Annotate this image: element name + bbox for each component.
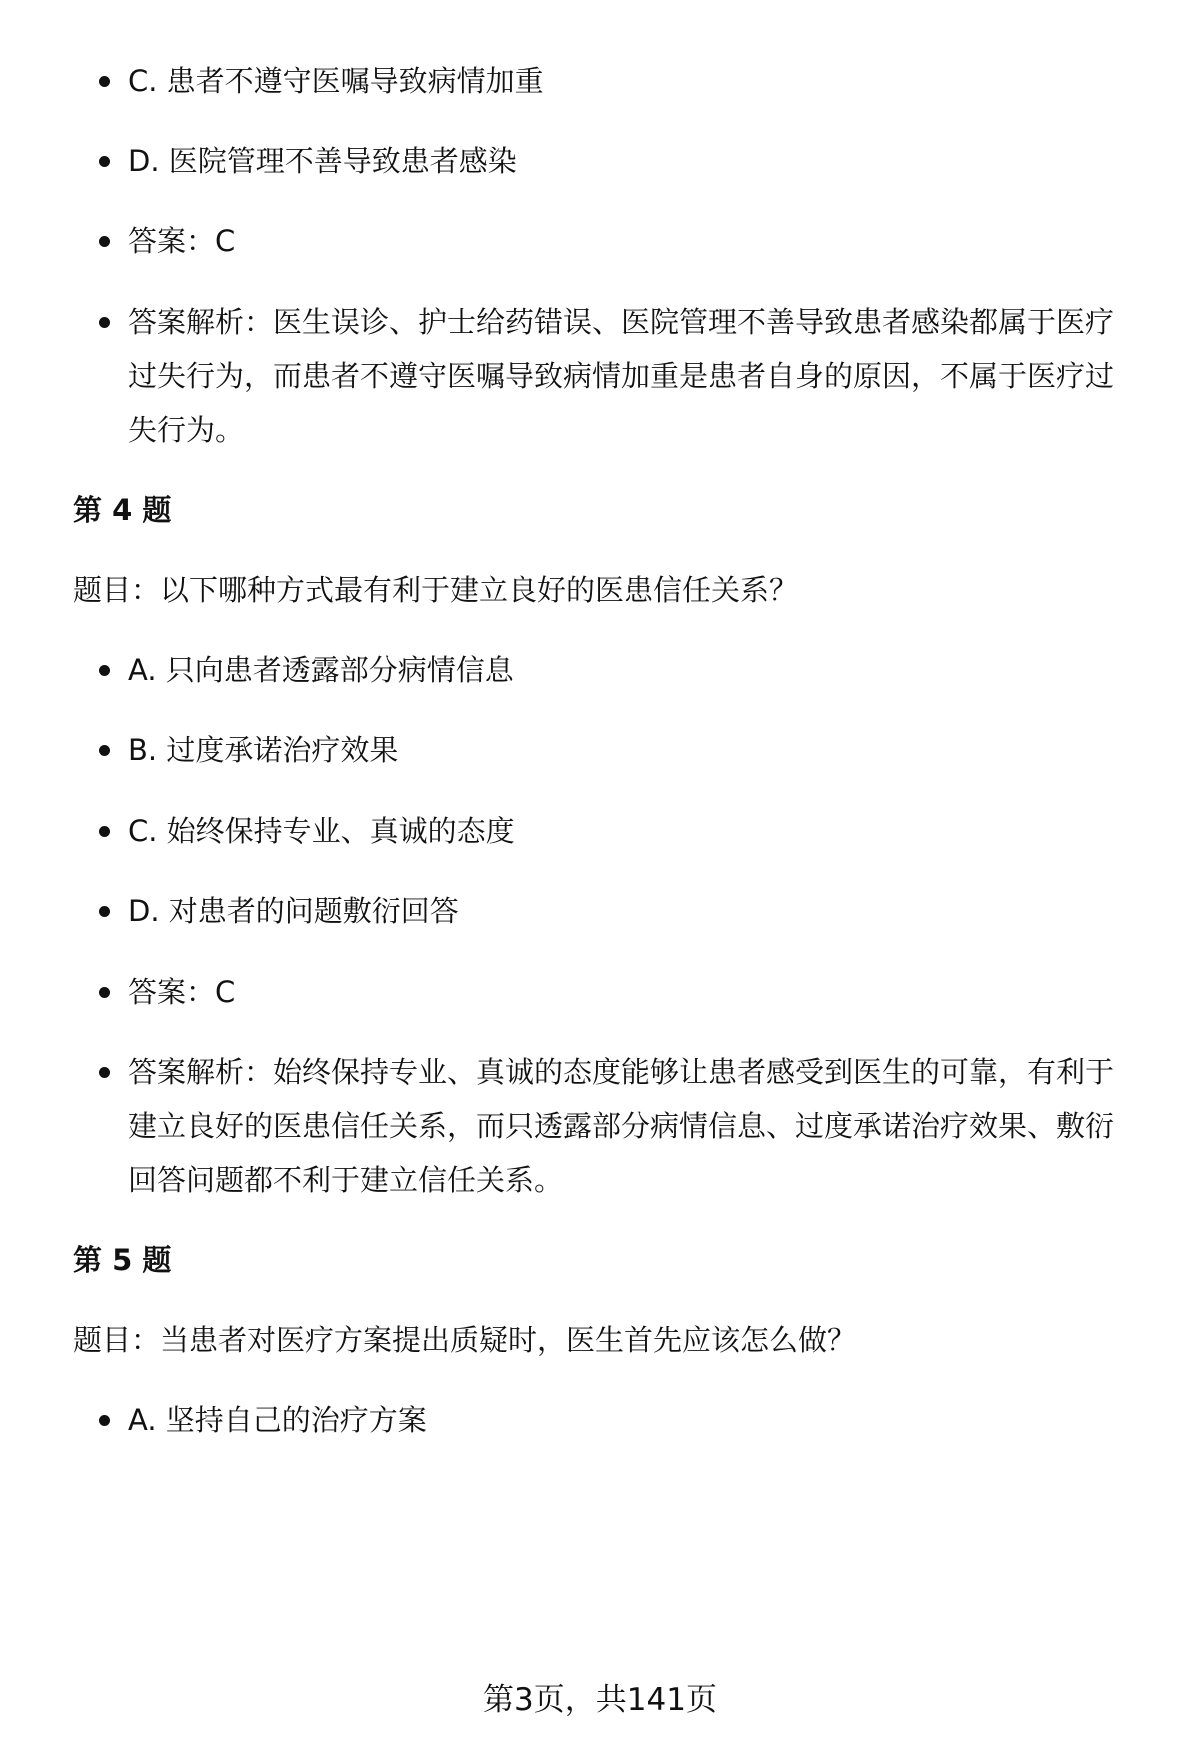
option-text: D. 医院管理不善导致患者感染 — [128, 144, 517, 178]
list-item — [73, 720, 1143, 780]
analysis-line: 回答问题都不利于建立信任关系。 — [128, 1163, 564, 1197]
bullet-dot — [99, 156, 110, 167]
list-item — [73, 640, 1143, 700]
question-text: 题目：当患者对医疗方案提出质疑时，医生首先应该怎么做？ — [73, 1323, 857, 1357]
analysis-line: 建立良好的医患信任关系，而只透露部分病情信息、过度承诺治疗效果、敷衍 — [128, 1109, 1115, 1143]
answer-text: 答案：C — [128, 224, 236, 258]
list-item — [73, 51, 1143, 111]
bullet-dot — [99, 317, 110, 328]
list-item — [73, 292, 1143, 460]
option-text: C. 始终保持专业、真诚的态度 — [128, 814, 515, 848]
analysis-line: 答案解析：始终保持专业、真诚的态度能够让患者感受到医生的可靠，有利于 — [128, 1055, 1115, 1089]
page-number: 第3页，共141页 — [483, 1682, 717, 1718]
list-item — [73, 1042, 1143, 1210]
bullet-dot — [99, 1067, 110, 1078]
bullet-dot — [99, 745, 110, 756]
bullet-dot — [99, 906, 110, 917]
list-item — [73, 962, 1143, 1022]
analysis-line: 失行为。 — [128, 413, 245, 447]
list-item — [73, 1390, 1143, 1450]
option-text: A. 坚持自己的治疗方案 — [128, 1403, 427, 1437]
analysis-text — [128, 292, 1143, 460]
answer-text: 答案：C — [128, 975, 236, 1009]
option-text: D. 对患者的问题敷衍回答 — [128, 894, 459, 928]
question-heading: 第 5 题 — [73, 1243, 172, 1277]
bullet-dot — [99, 1415, 110, 1426]
bullet-dot — [99, 236, 110, 247]
option-text: A. 只向患者透露部分病情信息 — [128, 653, 514, 687]
bullet-dot — [99, 665, 110, 676]
analysis-line: 过失行为，而患者不遵守医嘱导致病情加重是患者自身的原因，不属于医疗过 — [128, 359, 1115, 393]
option-text: B. 过度承诺治疗效果 — [128, 733, 399, 767]
option-text: C. 患者不遵守医嘱导致病情加重 — [128, 64, 544, 98]
list-item — [73, 801, 1143, 861]
bullet-dot — [99, 826, 110, 837]
analysis-text — [128, 1042, 1143, 1210]
list-item — [73, 211, 1143, 271]
analysis-line: 答案解析：医生误诊、护士给药错误、医院管理不善导致患者感染都属于医疗 — [128, 305, 1115, 339]
list-item — [73, 131, 1143, 191]
question-heading: 第 4 题 — [73, 493, 172, 527]
bullet-dot — [99, 987, 110, 998]
question-text: 题目：以下哪种方式最有利于建立良好的医患信任关系？ — [73, 573, 799, 607]
bullet-dot — [99, 76, 110, 87]
list-item — [73, 881, 1143, 941]
